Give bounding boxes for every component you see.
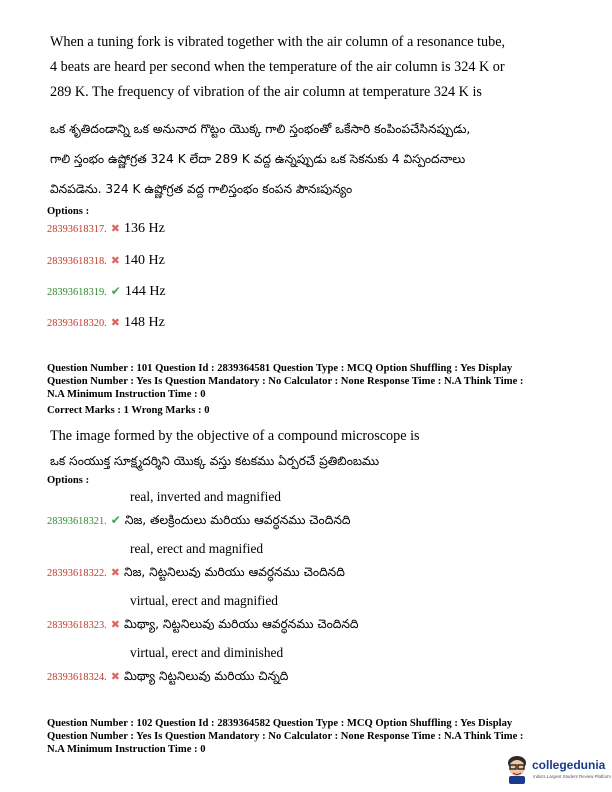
- option-id: 28393618324.: [47, 672, 107, 683]
- q100-line-1: When a tuning fork is vibrated together with the air column of a resonance tube,: [50, 34, 506, 50]
- option-id: 28393618317.: [47, 224, 107, 235]
- wrong-mark-icon: ✖: [110, 566, 120, 579]
- check-mark-icon: ✔: [110, 513, 121, 527]
- q100-line-2: 4 beats are heard per second when the temperature of the air column is 324 K or: [50, 59, 505, 75]
- q101-option-4-en: virtual, erect and diminished: [130, 645, 284, 660]
- option-id: 28393618323.: [47, 620, 107, 631]
- collegedunia-logo: [504, 752, 611, 788]
- q102-meta-line-2: Question Number : Yes Is Question Mandatory : No Calculator : None Response Time : N.A Think Time :: [47, 731, 524, 742]
- q101-option-1-en: real, inverted and magnified: [130, 489, 281, 504]
- option-id: 28393618322.: [47, 568, 107, 579]
- q101-meta-line-1: Question Number : 101 Question Id : 2839364581 Question Type : MCQ Option Shuffling : Yes Display: [47, 363, 513, 374]
- option-value: 144 Hz: [124, 284, 166, 299]
- mascot-icon: [504, 754, 530, 784]
- q100-option-4[interactable]: [47, 313, 165, 331]
- wrong-mark-icon: ✖: [110, 670, 120, 683]
- q101-question-en: The image formed by the objective of a compound microscope is: [50, 428, 420, 444]
- q100-telugu-line-1: ఒక శృతిదండాన్ని ఒక అనునాద గొట్టం యొక్క గాలి స్తంభంతో ఒకేసారి కంపింపచేసినప్పుడు,: [50, 122, 471, 136]
- wrong-mark-icon: ✖: [110, 316, 120, 329]
- q100-option-2[interactable]: [47, 251, 165, 269]
- option-telugu: మిథ్యా నిట్టనిలువు మరియు చిన్నది: [123, 669, 289, 683]
- option-value: 148 Hz: [123, 315, 165, 330]
- option-value: 140 Hz: [123, 253, 165, 268]
- q100-telugu-line-3: వినపడెను. 324 K ఉష్ణోగ్రత వద్ద గాలిస్తంభం కంపన పౌనఃపున్యం: [50, 182, 353, 196]
- q100-options-label: Options :: [47, 206, 90, 217]
- wrong-mark-icon: ✖: [110, 222, 120, 235]
- q101-marks: Correct Marks : 1 Wrong Marks : 0: [47, 405, 210, 416]
- wrong-mark-icon: ✖: [110, 618, 120, 631]
- q101-meta-line-2: Question Number : Yes Is Question Mandatory : No Calculator : None Response Time : N.A Think Time :: [47, 376, 524, 387]
- q101-option-3[interactable]: [47, 615, 359, 633]
- q101-meta-line-3: N.A Minimum Instruction Time : 0: [47, 389, 206, 400]
- option-id: 28393618321.: [47, 516, 107, 527]
- q101-options-label: Options :: [47, 475, 90, 486]
- option-id: 28393618320.: [47, 318, 107, 329]
- wrong-mark-icon: ✖: [110, 254, 120, 267]
- option-telugu: నిజ, నిట్టనిలువు మరియు ఆవర్ధనము చెందినది: [123, 565, 345, 579]
- logo-tagline: India's Largest Student Review Platform: [533, 774, 611, 779]
- q101-option-2-en: real, erect and magnified: [130, 541, 264, 556]
- option-value: 136 Hz: [123, 221, 165, 236]
- check-mark-icon: ✔: [110, 284, 121, 298]
- q101-option-2[interactable]: [47, 563, 345, 581]
- option-id: 28393618318.: [47, 256, 107, 267]
- q101-option-4[interactable]: [47, 667, 288, 685]
- option-id: 28393618319.: [47, 287, 107, 298]
- q100-option-3[interactable]: [47, 282, 166, 300]
- q100-line-3: 289 K. The frequency of vibration of the air column at temperature 324 K is: [50, 84, 482, 100]
- q102-meta-line-1: Question Number : 102 Question Id : 2839364582 Question Type : MCQ Option Shuffling : Yes Display: [47, 718, 513, 729]
- q101-option-1[interactable]: [47, 511, 351, 529]
- q101-option-3-en: virtual, erect and magnified: [130, 593, 278, 608]
- option-telugu: మిథ్యా, నిట్టనిలువు మరియు ఆవర్ధనము చెందినది: [123, 617, 359, 631]
- q101-question-te: ఒక సంయుక్త సూక్ష్మదర్శిని యొక్క వస్తు కటకము ఏర్పరచే ప్రతిబింబము: [50, 454, 380, 468]
- q100-telugu-line-2: గాలి స్తంభం ఉష్ణోగ్రత 324 K లేదా 289 K వద్ద ఉన్నప్పుడు ఒక సెకనుకు 4 విస్పందనాలు: [50, 152, 466, 166]
- option-telugu: నిజ, తలక్రిందులు మరియు ఆవర్ధనము చెందినది: [124, 513, 351, 527]
- q100-option-1[interactable]: [47, 219, 165, 237]
- q102-meta-line-3: N.A Minimum Instruction Time : 0: [47, 744, 206, 755]
- logo-wordmark: collegedunia: [532, 758, 606, 772]
